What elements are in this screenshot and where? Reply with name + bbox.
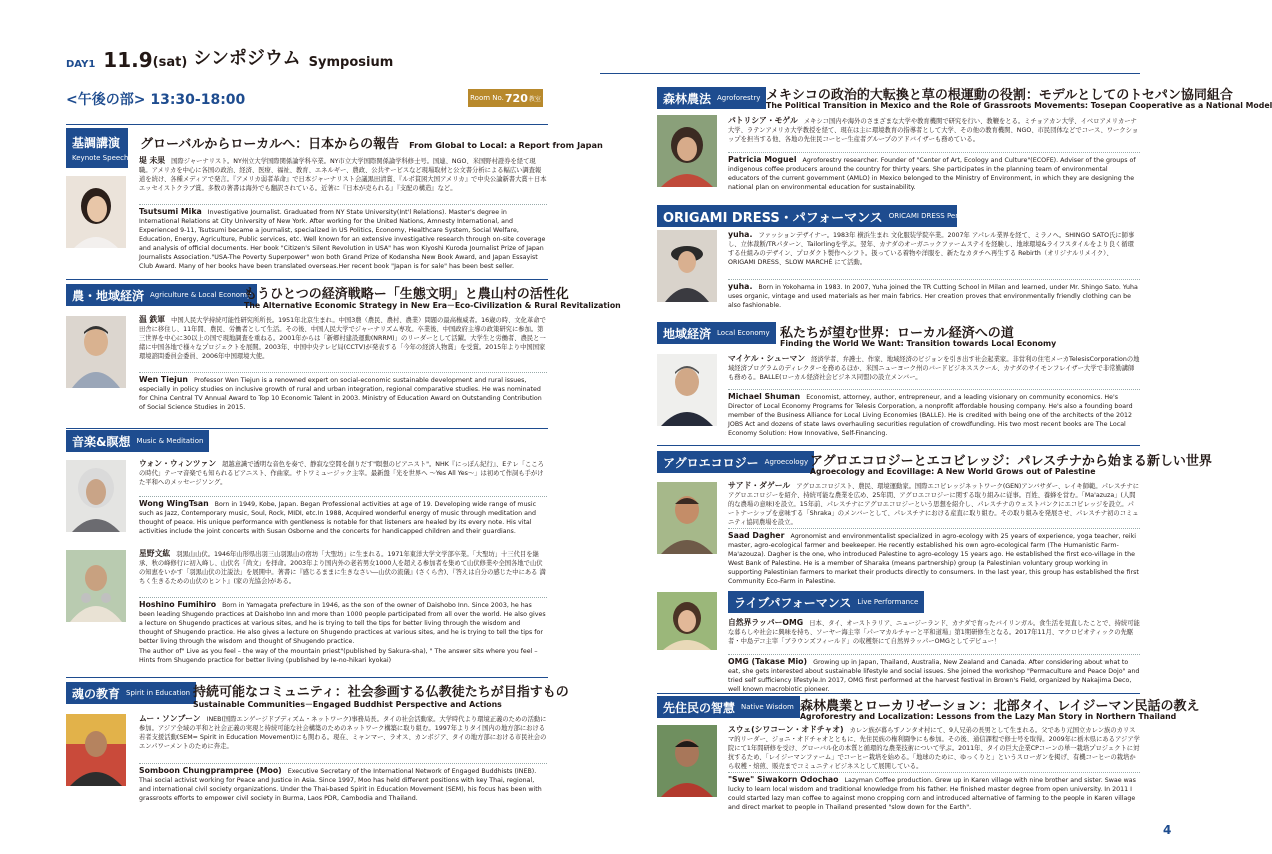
divider bbox=[66, 677, 548, 678]
bio-en-hoshino-books: The author of" Live as you feel – the way of the mountain priest"(published by Sakura-sha), " The answer sits where you feel – Hints from Shugendo practice for better living (published by Ie-no-hikari kyokai) bbox=[139, 648, 538, 664]
agri-title-en: The Alternative Economic Strategy in New Era－Eco-Civilization & Rural Revitalization bbox=[244, 301, 621, 310]
bio-text: 国際ジャーナリスト。NY州立大学国際関係論学科卒業。NY市立大学国際関係論学科修士号。国連、NGO、米国野村證券を経て現職。アメリカを中心に各国の政治、経済、医療、福祉、教育、エネルギー、農政、公共サービスなど現場取材と公文書分析による幅広い調査報道を続け、各種メディアで発言。『アメリカ弱者革命』で日本ジャーナリスト会議黒田清賞、『ルポ貧困大国アメリカ』で中央公論新書大賞＋日本エッセイストクラブ賞。多数の著書は海外でも翻訳されている。近著に『日本が売られる』『支配の構造』など。 bbox=[139, 158, 547, 192]
speaker-name-en: OMG (Takase Mio) bbox=[728, 657, 808, 666]
divider bbox=[657, 445, 1140, 446]
bio-text: 日本、タイ、オーストラリア、ニュージーランド、カナダで育ったバイリンガル。食生活を見直したことで、持続可能な暮らしや社会に興味を持ち、ソーヤー海主宰「パーマカルチャーと平和道場」第1期研修生となる。2017年11月、マクロビオティックの先駆者・中島デコ主宰「ブラウンズフィールド」の収穫祭にて自然界ラッパーOMGとしてデビュー！ bbox=[728, 620, 1140, 645]
speaker-photo-somboon bbox=[66, 714, 126, 786]
divider bbox=[66, 428, 548, 429]
local-title-en: Finding the World We Want: Transition towards Local Economy bbox=[780, 339, 1057, 348]
bio-en-dagher bbox=[728, 531, 1140, 586]
section-tag-keynote bbox=[66, 128, 128, 168]
bio-jp-swe bbox=[728, 725, 1140, 771]
tag-en: ORICAMI DRESS Performance bbox=[888, 212, 992, 220]
section-tag-agri bbox=[66, 284, 257, 306]
speaker-photo-dagher bbox=[657, 482, 717, 554]
speaker-photo-wong bbox=[66, 460, 126, 532]
room-number: 720 bbox=[504, 91, 528, 105]
bio-jp-somboon bbox=[139, 714, 547, 760]
bio-jp-shuman bbox=[728, 354, 1140, 391]
bio-text: Growing up in Japan, Thailand, Australia, New Zealand and Canada. After considering about what to eat, she gets interested about sustainable lifestyle and social issues. She joined the workshop "Permaculture and Peace Dojo" and tried self sufficiency lifestyle.In 2017, OMG first performed at the harvest festival in Brown's Field, organized by Nakajima Deco, well known macrobiotic pioneer. bbox=[728, 659, 1140, 693]
bio-text: Lazyman Coffee production. Grew up in Karen village with nine brother and sister. Swae was lucky to learn local wisdom and traditional knowledge from his father. He finished master degree from open university. In 2011 I could started lazy man coffee to against mono cropping corn and introduced alternative of farming to the people in Karen village and direct market to people in Thailand presented "slow down for the Earth". bbox=[728, 777, 1136, 811]
bio-text: Economist, attorney, author, entrepreneur, and a leading visionary on community economics. He's Director of Local Economy Programs for Telesis Corporation, a nonprofit affordable housing company. He's also a founding board member of the Business Alliance for Local Living Economies (BALLE). He is credited with being one of the architects of the 2012 JOBS Act and dozens of state laws overhauling securities regulation of crowdfunding. His two most recent books are The Local Economy Solution: How Innovative, Self-Financing. bbox=[728, 394, 1133, 437]
tag-jp: 先住民の智慧 bbox=[663, 700, 736, 715]
day-label: DAY1 bbox=[66, 59, 96, 70]
bio-jp-yuha bbox=[728, 230, 1140, 276]
speaker-name-en: Tsutsumi Mika bbox=[139, 207, 202, 216]
divider bbox=[66, 124, 548, 125]
tag-en: Agroforestry bbox=[717, 94, 761, 102]
speaker-photo-yuha bbox=[657, 230, 717, 302]
bio-text: メキシコ国内や海外のさまざまな大学や教育機関で研究を行い、教鞭をとる。ミチョアカン大学、イベロアメリカーナ大学、ラテンアメリカ大学教授を経て、現在は主に環境教育の指導者として大学、その他の教育機関、NGO、市民団体などでコース、ワークショップを担当する他、各地の先住民コーヒー生産者グループのアドバイザーも務めている。 bbox=[728, 118, 1139, 143]
bio-jp-hoshino bbox=[139, 549, 547, 595]
agri-title-jp: もうひとつの経済戦略ー「生態文明」と農山村の活性化 bbox=[244, 287, 569, 302]
divider bbox=[139, 496, 547, 497]
tag-jp: 地域経済 bbox=[663, 326, 712, 341]
tag-jp: ライブパフォーマンス bbox=[734, 595, 852, 610]
bio-text: Born in 1949, Kobe, Japan. Began Professional activities at age of 19. Developing wide range of music such as Jazz, Contemporary music, Soul, Rock, MIDI, etc.In 1988, Acquired wonderful energy of music through meditation and thought of peace. His unique performance with gentleness is notable for that listeners are healed by its every note. His vital activities include the joint concerts with Susan Osborne and the concerts for handicapped children and their guardians. bbox=[139, 501, 537, 535]
tag-jp: 魂の教育 bbox=[72, 686, 121, 701]
speaker-name-jp: ウォン・ウィンツァン bbox=[139, 459, 217, 468]
speaker-name-en: Saad Dagher bbox=[728, 531, 785, 540]
tag-jp: 農・地域経済 bbox=[72, 288, 145, 303]
title-en: From Global to Local: a Report from Japan bbox=[409, 140, 603, 150]
agroecology-title-jp: アグロエコロジーとエコビレッジ：パレスチナから始まる新しい世界 bbox=[810, 454, 1212, 469]
bio-en-wen bbox=[139, 375, 547, 421]
speaker-name-en: Wong WingTsan bbox=[139, 499, 209, 508]
session-time: <午後の部> 13:30-18:00 bbox=[66, 92, 246, 108]
bio-en-moguel bbox=[728, 155, 1140, 193]
agroecology-title-en: Agroecology and Ecovillage: A New World Grows out of Palestine bbox=[810, 467, 1096, 476]
tag-jp: ORIGAMI DRESS・パフォーマンス bbox=[663, 210, 883, 226]
section-tag-native bbox=[657, 696, 800, 718]
speaker-photo-swe bbox=[657, 725, 717, 797]
agroforestry-title-jp: メキシコの政治的大転換と草の根運動の役割：モデルとしてのトセパン協同組合 bbox=[766, 88, 1233, 103]
native-title-jp: 森林農業とローカリゼーション：北部タイ、レイジーマン民話の教え bbox=[800, 699, 1200, 714]
divider bbox=[728, 152, 1140, 153]
speaker-name-en: Wen Tiejun bbox=[139, 375, 188, 384]
section-tag-music bbox=[66, 430, 209, 452]
bio-text: 超越意識で透明な音色を奏で、静寂な空間を創りだす"瞑想のピアニスト"。NHK『にっぽん紀行』、Eテレ「こころの時代」テーマ音楽でも知られるピアニスト、作曲家。サトワミュージック主宰。最新盤「光を世界へ ～Yes All Yes～」は初めて作詞も手がけた平和へのメッセージソング。 bbox=[139, 461, 544, 486]
tag-jp: 基調講演 bbox=[72, 136, 121, 150]
bio-jp-dagher bbox=[728, 481, 1140, 527]
room-suffix: 教室 bbox=[528, 95, 541, 103]
divider bbox=[66, 279, 548, 280]
section-tag-live bbox=[728, 591, 924, 613]
speaker-name-jp: スウェ(シワコーン・オドチャオ) bbox=[728, 725, 844, 734]
speaker-name-jp: 自然界ラッパーOMG bbox=[728, 618, 804, 627]
bio-text: 羽黒山山伏。1946年山形県出羽三山羽黒山の宿坊「大聖坊」に生まれる。1971年東洋大学文学部卒業。「大聖坊」十三代目を継承、秋の峰修行に初入峰し、山伏名「尚文」を拝命。2003年より国内外の老若男女1000人を超える参加者を集めて山伏修業や全国各地で山伏の知恵をいかす「羽黒山伏の辻説法」を展開中。著書に『感じるままに生きなさい―山伏の流儀』(さくら舎)、『答えは自分の感じた中にある 満ちく生きるための山伏のヒント』(家の光協会)がある。 bbox=[139, 551, 546, 585]
tag-en: Live Performance bbox=[857, 598, 919, 606]
speaker-photo-shuman bbox=[657, 354, 717, 426]
bio-en-hoshino bbox=[139, 600, 547, 646]
speaker-name-en: Somboon Chungprampree (Moo) bbox=[139, 766, 282, 775]
speaker-name-en: Michael Shuman bbox=[728, 392, 801, 401]
tag-en: Music & Meditation bbox=[136, 437, 204, 445]
divider bbox=[728, 772, 1140, 773]
date-label: 11.9 bbox=[103, 48, 153, 72]
bio-en-tsutsumi bbox=[139, 207, 547, 271]
tag-jp: 音楽&瞑想 bbox=[72, 434, 131, 449]
native-title-en: Agroforestry and Localization: Lessons from the Lazy Man Story in Northern Thailand bbox=[800, 712, 1177, 721]
speaker-name-en: "Swe" Siwakorn Odochao bbox=[728, 775, 839, 784]
speaker-name-jp: 温 鉄軍 bbox=[139, 315, 166, 324]
bio-text: Professor Wen Tiejun is a renowned expert on social-economic sustainable development and rural issues, especially in policy studies on inclusive growth of rural and urban integration, regional comparative studies. He was nominated for China Central TV Annual Award to Top 10 Economic Talent in 2003. Ministry of Education Award on Outstanding Contribution of Social Science Studies in 2015. bbox=[139, 377, 542, 411]
spirit-title-en: Sustainable Communities－Engaged Buddhist Perspective and Actions bbox=[193, 700, 502, 709]
bio-text: Agroforestry researcher. Founder of "Center of Art, Ecology and Culture"(ECOFE). Adviser of the groups of indigenous coffee producers around the country for thirty years. She participates in the planning team of environmental educators of the current government (AMLO) in Mexico belonged to the Ministry of Environment, in which they are designing the national plan on environmental education for sustainability. bbox=[728, 157, 1136, 191]
bio-text: 中国人民大学持続可能性研究所所長。1951年北京生まれ。中国3農（農民、農村、農業）問題の最高権威者。16歳の時、文化革命で田舎に移住し、11年間、農民、労働者として生活。その後、中国人民大学でジャーナリズム専攻。卒業後、中国政府主導の政策研究に参加。第三世界を中心に30以上の国で現地調査を重ねる。2001年からは「新郷村建設運動(NRRM)」のリーダーとして活躍。大学生と労働者、農民と一緒に中国各地で様々なプロジェクトを展開。2003年、中国中央テレビ局(CCTV)が発表する「今年の経済人物賞」を受賞。2015年より中国国家環境諮問委員会委員、2006年中国環境大使。 bbox=[139, 317, 546, 360]
bio-text: INEB(国際エンゲージドブディズム・ネットワーク)事務局長。タイの社会活動家。大学時代より環境正義のための活動に参加。アジア全域の平和と社会正義の実現と持続可能な社会構築のためのネットワーク構築に取り組む。1997年よりタイ国内の地方部における若者支援活動(SEM= Spirit in Education Movement)にも関わる。現在、ミャンマー、ラオス、カンボジア、タイの地方部における市民社会のエンパワーメントのために奔走。 bbox=[139, 716, 547, 750]
bio-jp-moguel bbox=[728, 116, 1140, 153]
bio-jp-tsutsumi bbox=[139, 156, 547, 201]
section-tag-origami bbox=[657, 205, 992, 227]
page-number: 4 bbox=[1163, 823, 1172, 837]
divider bbox=[139, 372, 547, 373]
bio-text: ファッションデザイナー。1983年 横浜生まれ 文化服装学院卒業。2007年 アパレル業界を経て、ミラノへ。SHINGO SATO氏に師事し、立体裁断/TRパターン、Tailorlingを学ぶ。翌年、カナダのオーガニックファームステイを経験し、地球環境&ライフスタイルをより良く循環する仕組みのデザイン、プロダクト製作ヘシフト。扱っている着物や洋服を、新たなカタチへ再生する Rebirth（オリジナルリメイク）、ORIGAMI DRESS、SLOW MARCHÉ にて活動。 bbox=[728, 232, 1135, 266]
speaker-name-jp: サアド・ダゲール bbox=[728, 481, 791, 490]
bio-en-yuha bbox=[728, 282, 1140, 310]
divider bbox=[139, 204, 547, 205]
divider bbox=[728, 528, 1140, 529]
tag-en: Agriculture & Local Economy bbox=[150, 291, 252, 299]
bio-text: アグロエコロジスト、農民、環境運動家。国際エコビレッジネットワーク(GEN)アンバサダー、レイキ師範。パレスチナにアグロエコロジーを紹介、持続可能な農業を広め、25年間、アグロエコロジーに関する取り組みに従事。百姓、養蜂を営む。「Ma'azuza」(人間的な農場の意味)を設立。15年前、パレスチナにアグロエコロジーという思想を紹介し、パレスチナのウェストバンクにエコビレッジを設立。パートナーシップを意味する「Shraka」のメンバーとして、パレスチナにおける産直に取り組む。その取り組みを発展させ、パレスチナ初のコミュニティ協同農場を設立。 bbox=[728, 483, 1140, 526]
tag-jp: 森林農法 bbox=[663, 91, 712, 106]
bio-text: Executive Secretary of the International Network of Engaged Buddhists (INEB). Thai social activist working for Peace and Justice in Asia. Since 1997, Moo has held different positions with key Thai, regional, and international civil society organizations. Under the Thai-based Spirit in Education Movement (SEM), his focus has been with grassroots efforts to empower civil society in Burma, Laos PDR, Cambodia and Thailand. bbox=[139, 768, 542, 802]
bio-en-omg bbox=[728, 657, 1140, 694]
bio-text: 経済学者、弁護士、作家、地域経済のビジョンを引き出す社会起業家。非営利の住宅メーカTelesisCorporationの地域経済プログラムのディレクターを務めるほか、米国ニューヨーク州のバードビジネススクール、カナダのサイモンフレイザー大学で非常勤講師も務める。BALLE(ローカル経済社会ビジネス同盟)の設立メンバー。 bbox=[728, 356, 1140, 381]
bio-jp-omg bbox=[728, 618, 1140, 655]
speaker-photo-hoshino bbox=[66, 550, 126, 622]
bio-en-swe bbox=[728, 775, 1140, 821]
tag-en: Keynote Speech bbox=[72, 154, 129, 162]
bio-en-wong bbox=[139, 499, 547, 545]
title-jp: グローバルからローカルへ：日本からの報告 bbox=[140, 137, 400, 152]
bio-jp-wen bbox=[139, 315, 547, 370]
speaker-photo-moguel bbox=[657, 115, 717, 187]
tag-en: Native Wisdom bbox=[741, 703, 794, 711]
divider bbox=[139, 763, 547, 764]
speaker-name-en: Hoshino Fumihiro bbox=[139, 600, 217, 609]
divider bbox=[600, 73, 1140, 74]
title-jp: シンポジウム bbox=[193, 48, 301, 69]
section-tag-agroforestry bbox=[657, 87, 766, 109]
bio-text: Born in Yamagata prefecture in 1946, as the son of the owner of Daishobo Inn. Since 2003, he has been leading Shugendo practices at Daishobo Inn and more than 1000 people participated from all over the world. He also gives a lecture on Shugendo practices at various sites, and he is trying to tell the tips for better living through the wisdom and thought of Shugendo practice. He also gives a lecture on Shugendo practices at various sites, and he is trying to tell the tips for better living through the wisdom and thought of Shugendo practice. bbox=[139, 602, 546, 645]
speaker-name-jp: パトリシア・モゲル bbox=[728, 116, 798, 125]
bio-text: Born in Yokohama in 1983. In 2007, Yuha joined the TR Cutting School in Milan and learned, under Mr. Shingo Sato. Yuha uses organic, vintage and used materials as her main fabrics. Her creation proves that environmentally friendly clothing can be also fashionable. bbox=[728, 284, 1138, 309]
divider bbox=[657, 693, 1140, 694]
tag-jp: アグロエコロジー bbox=[663, 455, 759, 470]
speaker-name-jp: ムー・ソンブーン bbox=[139, 714, 201, 723]
speaker-name-en: yuha. bbox=[728, 282, 753, 291]
divider bbox=[728, 389, 1140, 390]
right-column bbox=[600, 0, 1272, 854]
speaker-photo-omg bbox=[657, 592, 717, 650]
speaker-name-en: Patricia Moguel bbox=[728, 155, 797, 164]
keynote-title bbox=[140, 133, 603, 152]
bio-text: Investigative Journalist. Graduated from NY State University(Int'l Relations). Master's degree in International Relations at City University of New York. After working for the United Nations, Amnesty International, and Experienced 9-11, Tsutsumi became a journalist, specialized in US Politics, Economy, Healthcare System, Social Welfare, Education, Energy, Agriculture, Public services, etc. Well known for an extensive investigative research through on-site coverage and analysis of official documents. Her book "Citizen's Silent Revolution in USA" has won Kiyoshi Kuroda Journalist Prize of Japan Journalists Association."USA-The Poverty Superpower" won both Grand Prize of Kodansha New Book Award, and Japan Essayist Club Award. Many of her books have been translated overseas.Her recent book "Japan is for sale" has been best seller. bbox=[139, 209, 546, 270]
section-tag-local bbox=[657, 322, 776, 344]
weekday-label: (sat) bbox=[152, 55, 188, 70]
title-en: Symposium bbox=[308, 55, 394, 70]
speaker-name-jp: yuha. bbox=[728, 230, 753, 239]
speaker-photo-tsutsumi bbox=[66, 176, 126, 248]
bio-en-shuman bbox=[728, 392, 1140, 438]
divider bbox=[728, 654, 1140, 655]
divider bbox=[728, 279, 1140, 280]
speaker-photo-wen bbox=[66, 316, 126, 388]
bio-text: カレン族が暮らすノンタオ村にて、9人兄弟の長男として生まれる。父であり元国立カレン族のカリスマ的リーダー、ジョニ・オドチャオとともに、先住民族の権利闘争にも参加。その後、通信課程で修士号を取得。2009年に栃木県にあるアジア学院にて1年間研修を受け、グローバル化の本質と循環的な農業技術について学ぶ。2011年、タイの巨大企業CPコーンの単一栽培プロジェクトに対抗するため、「レイジーマンファーム」でコーヒー栽培を始める。「地球のために、ゆっくりと」というスローガンを掲げ、有機コーヒーの栽培から収穫・焙煎、販売までコミュニティビジネスとして展開している。 bbox=[728, 727, 1140, 770]
tag-en: Agroecology bbox=[764, 458, 809, 466]
speaker-name-jp: マイケル・シューマン bbox=[728, 354, 806, 363]
room-prefix: Room No. bbox=[470, 94, 504, 102]
left-column bbox=[0, 0, 621, 854]
section-tag-spirit bbox=[66, 682, 196, 704]
page-title bbox=[66, 44, 393, 70]
bio-text: Agronomist and environmentalist specialized in agro-ecology with 25 years of experience, yoga teacher, reiki master, agro-ecological farmer and beekeeper. He recently established his own agro-ecological farm (The Humanistic Farm- Ma'azouza). Dagher is the one, who introduced Palestine to agro-ecology 15 years ago. He established the first eco-village in the West Bank of Palestine. He is a member of Sharaka (means partnership) group (a Palestinian voluntary group working in supporting Palestinian farmers to market their products directly to consumers. In the last year, this group has established the first Community Eco-Farm in Palestine. bbox=[728, 533, 1139, 585]
section-tag-agroecology bbox=[657, 451, 814, 473]
tag-en: Local Economy bbox=[717, 329, 770, 337]
bio-jp-wong bbox=[139, 459, 547, 495]
spirit-title-jp: 持続可能なコミュニティ：社会参画する仏教徒たちが目指すもの bbox=[193, 685, 569, 700]
room-badge bbox=[468, 89, 543, 107]
speaker-name-jp: 星野文紘 bbox=[139, 549, 171, 558]
local-title-jp: 私たちが望む世界：ローカル経済への道 bbox=[780, 326, 1014, 341]
agroforestry-title-en: The Political Transition in Mexico and the Role of Grassroots Movements: Tosepan Cooperative as a National Model bbox=[766, 101, 1272, 110]
speaker-name-jp: 堤 未果 bbox=[139, 156, 166, 165]
divider bbox=[139, 597, 547, 598]
bio-en-somboon bbox=[139, 766, 547, 812]
tag-en: Spirit in Education bbox=[126, 689, 191, 697]
